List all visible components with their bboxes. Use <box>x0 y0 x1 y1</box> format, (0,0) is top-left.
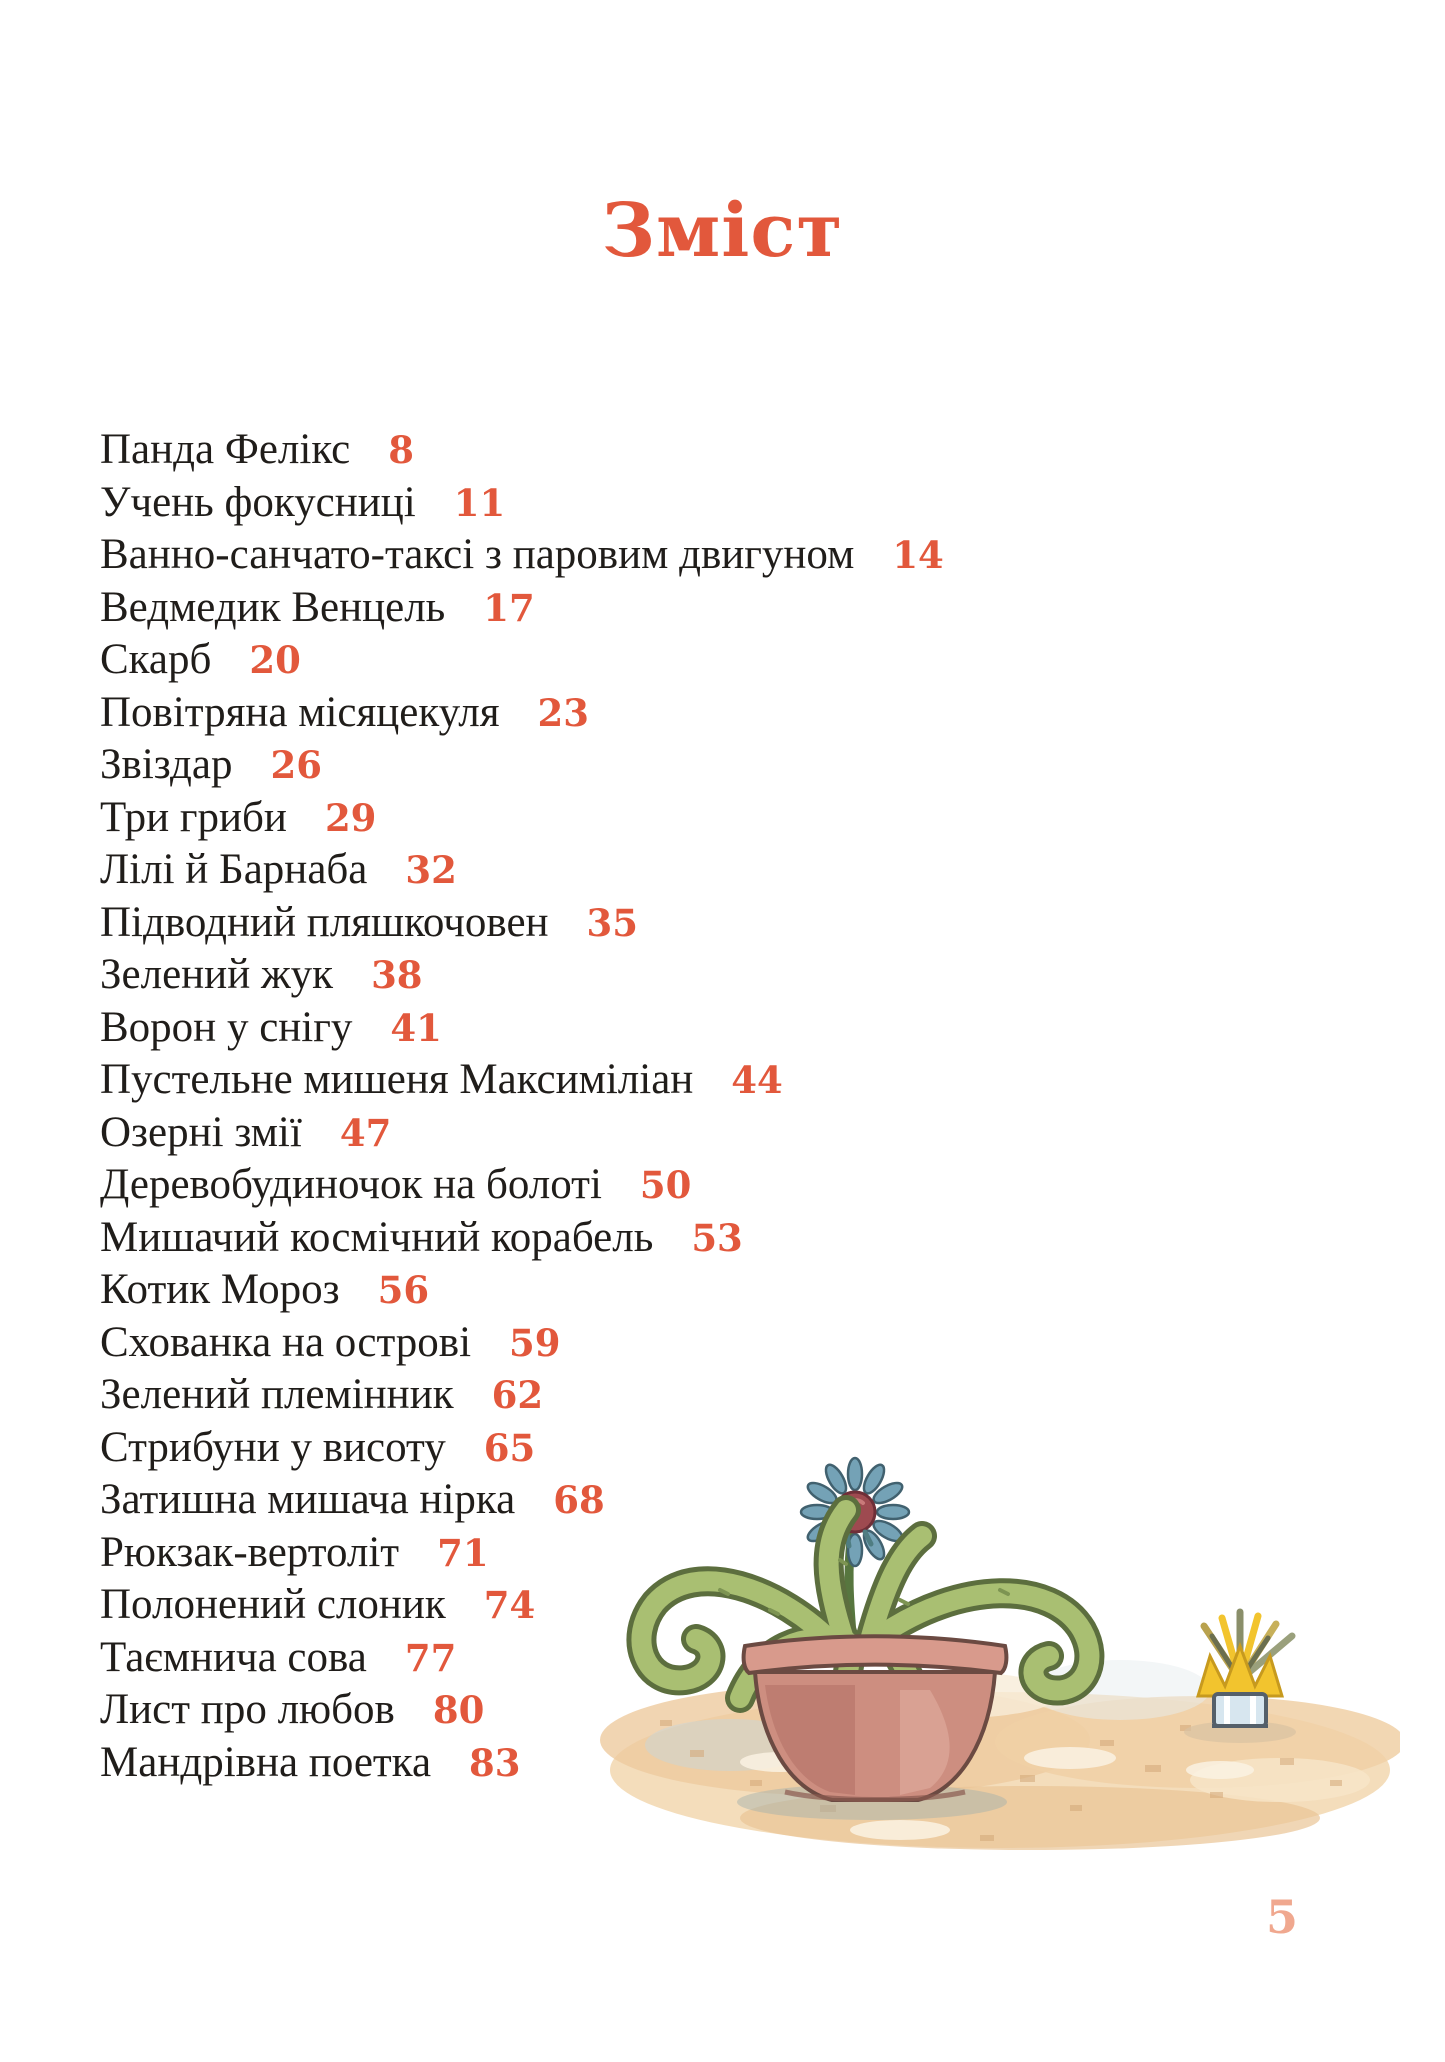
toc-entry-title: Скарб <box>100 636 212 683</box>
toc-entry-page-number: 47 <box>339 1110 392 1155</box>
toc-entry-page-number: 50 <box>639 1163 692 1207</box>
toc-entry <box>100 1159 944 1212</box>
toc-entry-page-number: 8 <box>388 428 414 472</box>
toc-entry-title: Панда Фелікс <box>100 426 351 473</box>
toc-entry <box>100 1264 944 1317</box>
toc-entry-title: Учень фокусниці <box>100 478 416 526</box>
toc-entry-title: Схованка на острові <box>100 1318 472 1366</box>
toc-entry-page-number: 77 <box>404 1635 457 1680</box>
toc-entry-page-number: 26 <box>270 743 322 787</box>
toc-entry-title: Лілі й Барнаба <box>100 846 368 893</box>
toc-entry-title: Полонений слоник <box>100 1581 446 1628</box>
toc-entry-title: Затишна мишача нірка <box>100 1476 516 1523</box>
toc-entry-page-number: 74 <box>483 1583 536 1627</box>
toc-entry <box>100 687 944 740</box>
folio-page-number: 5 <box>1265 1890 1298 1944</box>
toc-entry-page-number: 62 <box>491 1373 544 1417</box>
toc-entry <box>100 1212 944 1265</box>
toc-entry-page-number: 59 <box>509 1320 561 1365</box>
toc-entry <box>100 739 944 792</box>
toc-entry <box>100 1317 944 1370</box>
toc-entry-title: Зелений жук <box>100 951 334 998</box>
toc-entry <box>100 792 944 845</box>
toc-entry-page-number: 41 <box>390 1005 442 1050</box>
toc-entry <box>100 424 944 477</box>
toc-entry-title: Рюкзак-вертоліт <box>100 1528 400 1576</box>
toc-entry-page-number: 20 <box>249 638 301 682</box>
toc-entry <box>100 844 944 897</box>
toc-entry-title: Зелений племінник <box>100 1371 454 1418</box>
toc-entry-page-number: 23 <box>537 690 589 735</box>
toc-entry <box>100 529 944 582</box>
toc-entry-page-number: 53 <box>691 1215 743 1260</box>
toc-entry-title: Ведмедик Венцель <box>100 583 446 631</box>
toc-entry-page-number: 29 <box>324 795 377 840</box>
toc-entry <box>100 634 944 687</box>
toc-entry <box>100 949 944 1002</box>
toc-entry-page-number: 80 <box>432 1688 485 1732</box>
toc-entry-page-number: 71 <box>437 1530 489 1575</box>
toc-entry-page-number: 38 <box>371 953 423 997</box>
toc-entry-title: Лист про любов <box>100 1686 395 1733</box>
toc-entry-page-number: 14 <box>892 533 944 577</box>
toc-entry-title: Деревобудиночок на болоті <box>100 1161 602 1208</box>
toc-entry-title: Озерні змії <box>100 1108 302 1156</box>
toc-entry-page-number: 56 <box>377 1268 430 1312</box>
toc-entry-title: Звіздар <box>100 741 233 788</box>
toc-entry-page-number: 11 <box>453 480 506 525</box>
toc-entry <box>100 1054 944 1107</box>
page-title: Зміст <box>601 187 844 274</box>
toc-entry <box>100 477 944 530</box>
toc-entry-page-number: 68 <box>553 1478 605 1522</box>
toc-entry-title: Пустельне мишеня Максиміліан <box>100 1056 694 1103</box>
toc-entry-title: Ворон у снігу <box>100 1003 353 1051</box>
toc-entry <box>100 1369 944 1422</box>
toc-entry <box>100 1107 944 1160</box>
toc-entry-page-number: 44 <box>731 1058 783 1102</box>
toc-entry-title: Котик Мороз <box>100 1266 340 1313</box>
toc-entry-page-number: 83 <box>469 1740 521 1785</box>
toc-entry <box>100 582 944 635</box>
toc-entry-title: Повітряна місяцекуля <box>100 688 500 736</box>
toc-entry-title: Три гриби <box>100 793 287 841</box>
toc-entry-title: Підводний пляшкочовен <box>100 898 549 946</box>
toc-entry <box>100 1002 944 1055</box>
toc-entry-title: Стрибуни у висоту <box>100 1423 446 1471</box>
toc-entry <box>100 897 944 950</box>
toc-entry-page-number: 65 <box>483 1425 536 1470</box>
toc-entry-page-number: 17 <box>483 585 535 630</box>
toc-entry-page-number: 32 <box>405 848 457 892</box>
toc-entry-title: Мишачий космічний корабель <box>100 1213 654 1261</box>
toc-entry-title: Ванно-санчато-таксі з паровим двигуном <box>100 531 855 578</box>
flower-pot-illustration <box>600 1440 1400 1860</box>
toc-entry-title: Таємнича сова <box>100 1633 367 1681</box>
toc-entry-page-number: 35 <box>586 900 639 945</box>
toc-entry-title: Мандрівна поетка <box>100 1738 432 1786</box>
